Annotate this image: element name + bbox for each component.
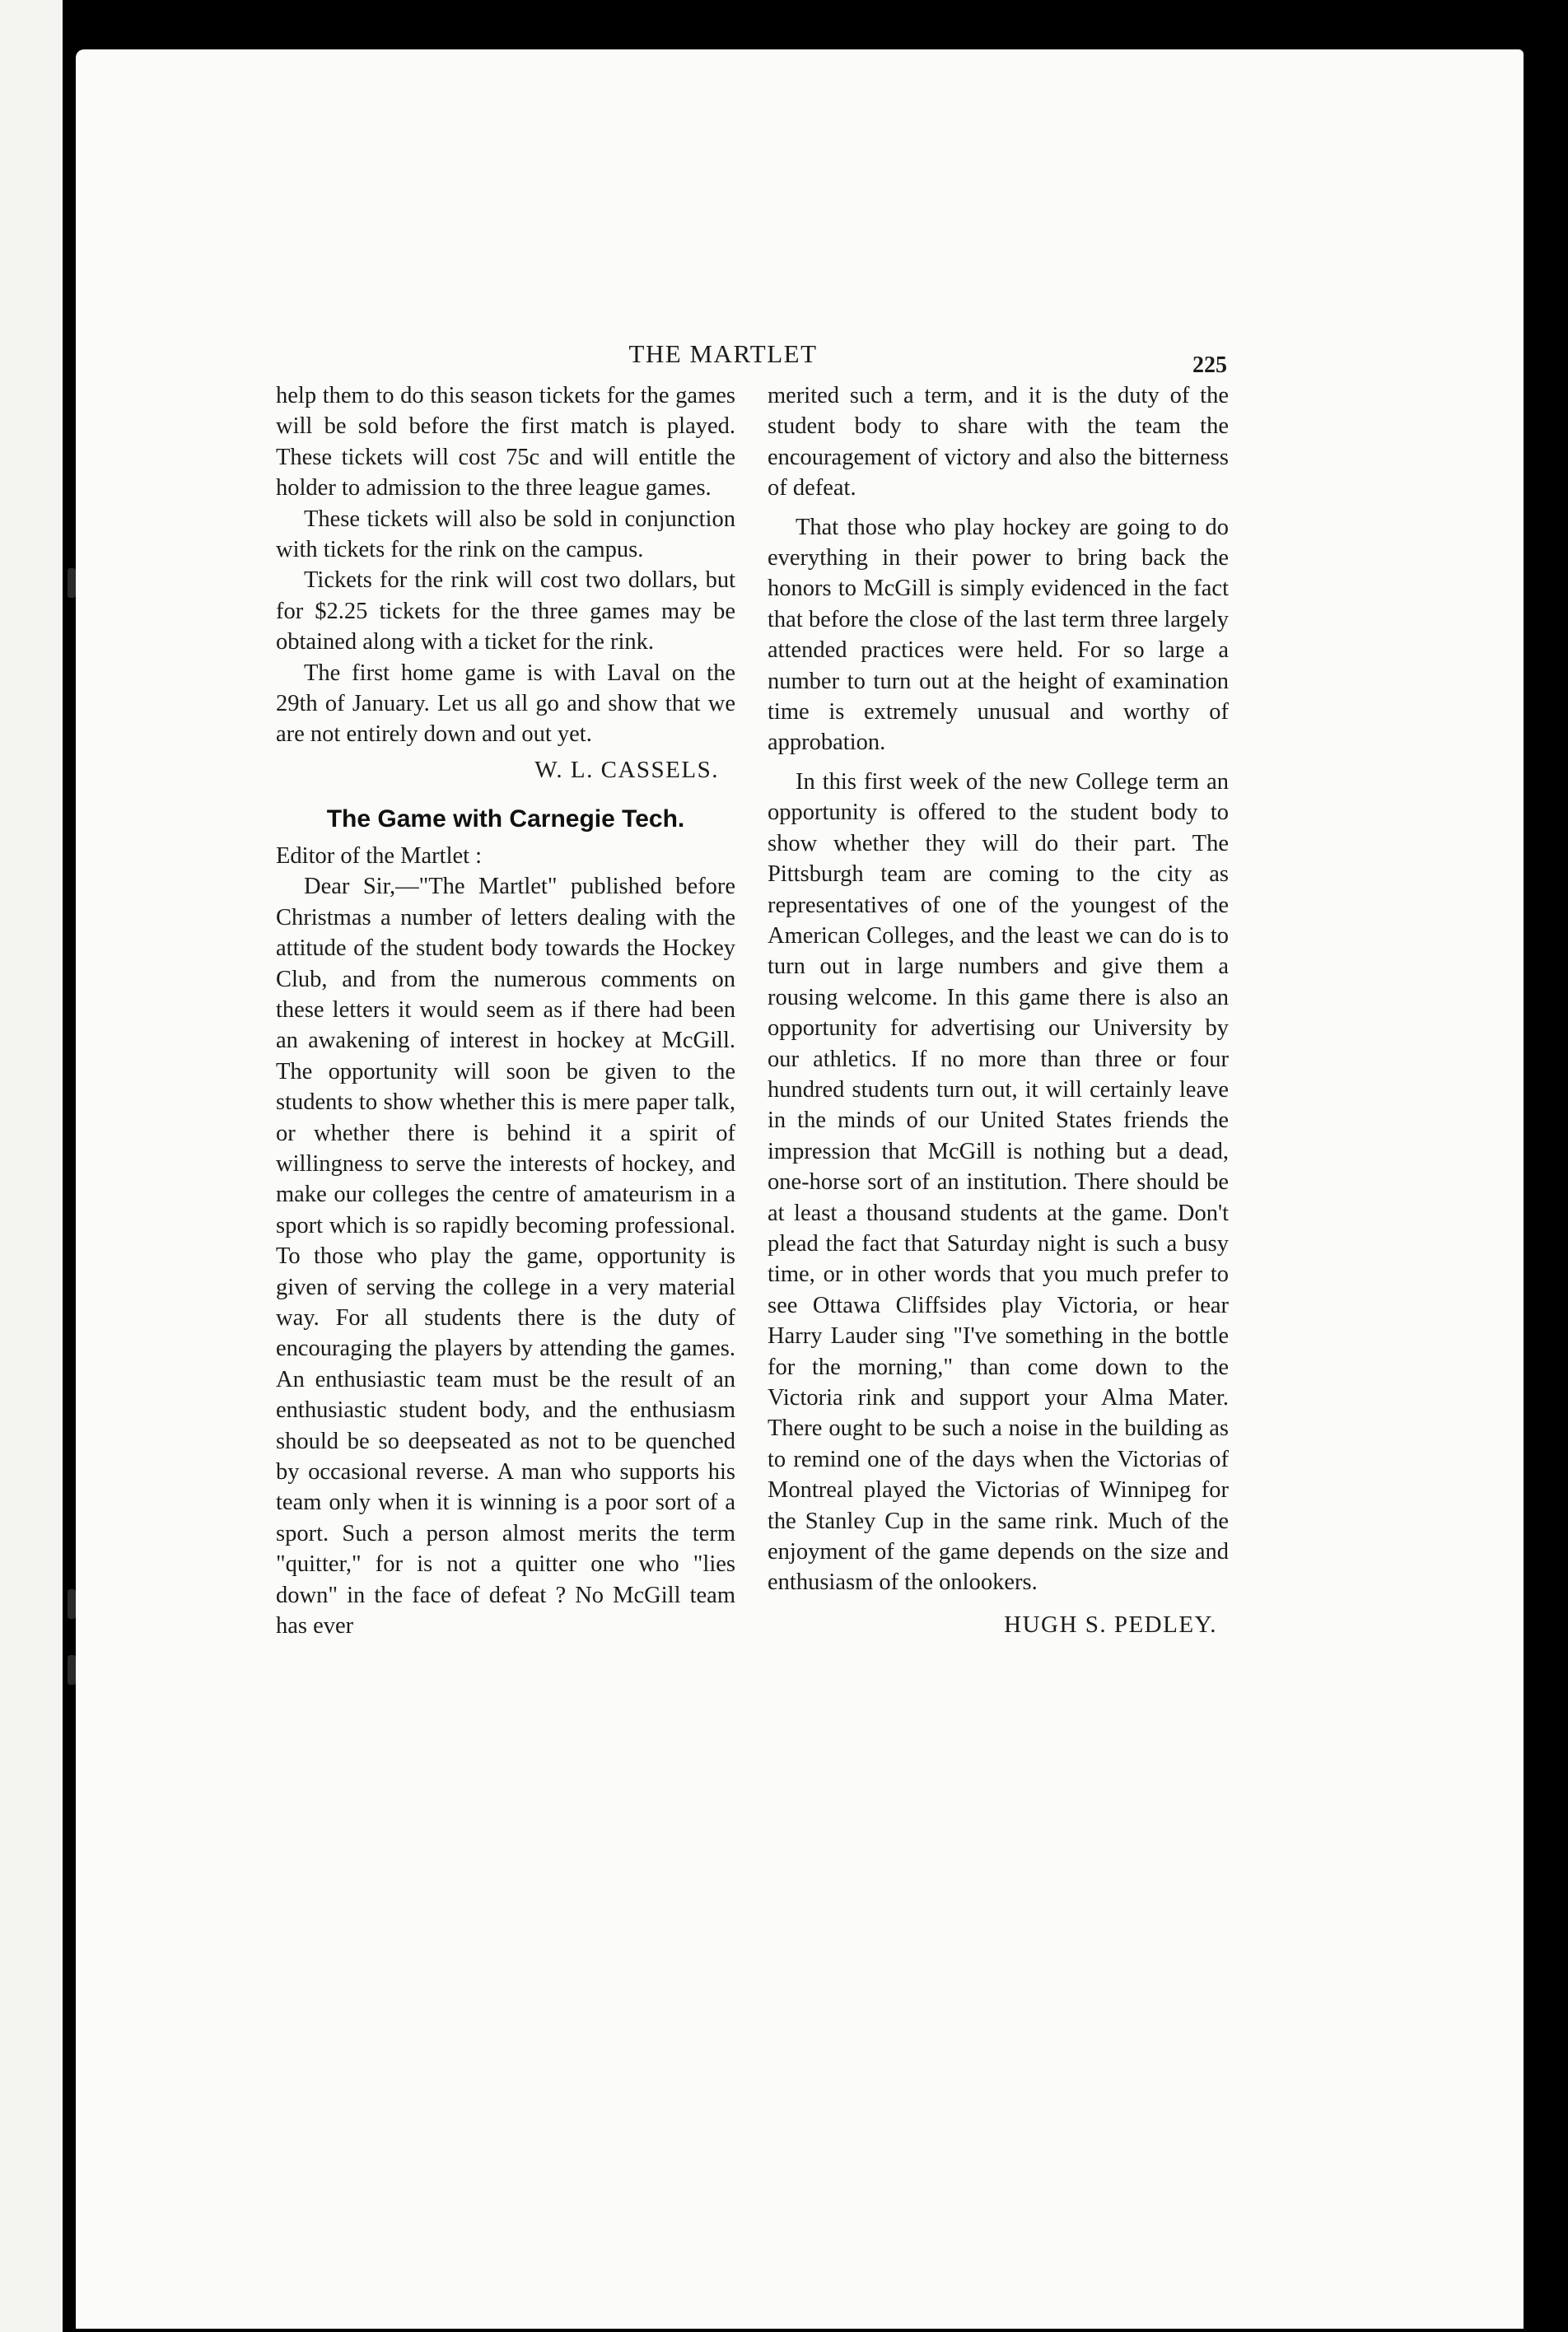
body-paragraph: In this first week of the new College term an opportunity is offered to the student body to show whether they will do their part. The Pittsburgh team are coming to the city as representatives of one of the youngest of the American Colleges, and the least we can do is to turn out in large numbers and give them a rousing welcome. In this game there is also an opportunity for advertising our University by our athletics. If no more than three or four hundred students turn out, it will certainly leave in the minds of our United States friends the impression that McGill is nothing but a dead, one-horse sort of an institution. There should be at least a thousand students at the game. Don't plead the fact that Saturday night is such a busy time, or in other words that you much prefer to see Ottawa Cliffsides play Victoria, or hear Harry Lauder sing "I've something in the bottle for the morning," than come down to the Victoria rink and support your Alma Mater. There ought to be such a noise in the building as to remind one of the days when the Victorias of Montreal played the Victorias of Winnipeg for the Stanley Cup in the same rink. Much of the enjoyment of the game depends on the size and enthusiasm of the onlookers.	[768, 768, 1229, 1596]
running-title: THE MARTLET	[628, 339, 818, 368]
page-number: 225	[1192, 352, 1227, 378]
body-paragraph: help them to do this season tickets for the games will be sold before the first match is played. These tickets will cost 75c and will entitle the holder to admission to the three league games.	[276, 383, 735, 501]
body-paragraph: These tickets will also be sold in conjunction with tickets for the rink on the campus.	[276, 506, 735, 563]
binding-mark	[68, 1655, 76, 1685]
body-paragraph: merited such a term, and it is the duty of the student body to share with the team the encouragement of victory and also the bitterness of defeat.	[768, 383, 1229, 501]
right-column	[768, 380, 1229, 1641]
body-paragraph: That those who play hockey are going to do everything in their power to bring back the honors to McGill is simply evidenced in the fact that before the close of the last term three largely attended practices were held. For so large a number to turn out at the height of examination time is extremely unusual and worthy of approbation.	[768, 514, 1229, 756]
letter-body: Dear Sir,—"The Martlet" published before Christmas a number of letters dealing with the attitude of the student body towards the Hockey Club, and from the numerous comments on these letters it would seem as if there had been an awakening of interest in hockey at McGill. The opportunity will soon be given to the students to show whether this is mere paper talk, or whether there is behind it a spirit of willingness to serve the interests of hockey, and make our colleges the centre of amateurism in a sport which is so rapidly becoming professional. To those who play the game, opportunity is given of serving the college in a very material way. For all students there is the duty of encouraging the players by attending the games. An enthusiastic team must be the result of an enthusiastic student body, and the enthusiasm should be so deepseated as not to be quenched by occasional reverse. A man who supports his team only when it is winning is a poor sort of a sport. Such a person almost merits the term "quitter," for is not a quitter one who "lies down" in the face of defeat ? No McGill team has ever	[276, 874, 735, 1639]
body-paragraph: Tickets for the rink will cost two dollars, but for $2.25 tickets for the three games may be obtained along with a ticket for the rink.	[276, 567, 735, 655]
adjacent-page-edge	[0, 0, 63, 2332]
article-heading: The Game with Carnegie Tech.	[326, 805, 685, 833]
body-paragraph: The first home game is with Laval on the 29th of January. Let us all go and show that we are not entirely down and out yet.	[276, 660, 735, 748]
letter-salutation: Editor of the Martlet :	[276, 842, 483, 869]
left-column	[276, 380, 735, 1641]
binding-mark	[68, 568, 76, 598]
binding-mark	[68, 1589, 76, 1619]
author-signature: HUGH S. PEDLEY.	[1004, 1611, 1217, 1638]
author-signature: W. L. CASSELS.	[534, 756, 719, 783]
